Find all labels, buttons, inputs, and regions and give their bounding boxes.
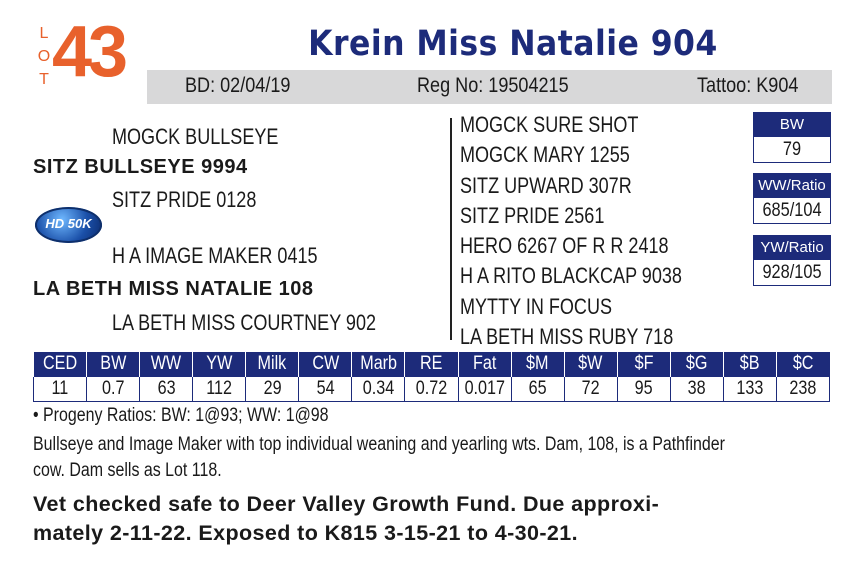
tattoo: Tattoo: K904 — [697, 74, 799, 97]
lot-letter-l: L — [39, 25, 49, 42]
description-line-2: cow. Dam sells as Lot 118. — [33, 460, 222, 481]
epd-header: Milk — [246, 352, 299, 377]
birth-date: BD: 02/04/19 — [185, 74, 291, 97]
sire: SITZ BULLSEYE 9994 — [33, 156, 248, 178]
epd-header: Fat — [458, 352, 511, 377]
hd50k-badge-icon — [35, 207, 102, 243]
yw-ratio-box — [753, 235, 831, 286]
epd-value-row — [34, 377, 830, 402]
ancestor-6: H A RITO BLACKCAP 9038 — [460, 263, 682, 288]
description-line-1: Bullseye and Image Maker with top individual weaning and yearling wts. Dam, 108, is a Pathfinder — [33, 434, 725, 455]
epd-value: 29 — [246, 377, 299, 402]
sire-dam: SITZ PRIDE 0128 — [112, 187, 257, 212]
epd-header: YW — [193, 352, 246, 377]
ancestor-8: LA BETH MISS RUBY 718 — [460, 324, 674, 349]
epd-header: CED — [34, 352, 87, 377]
epd-value: 54 — [299, 377, 352, 402]
epd-value: 0.72 — [405, 377, 458, 402]
epd-header: $C — [776, 352, 829, 377]
breeding-note — [33, 490, 833, 548]
epd-header: $B — [723, 352, 776, 377]
epd-value: 0.34 — [352, 377, 405, 402]
epd-header: CW — [299, 352, 352, 377]
pedigree-divider — [450, 118, 452, 340]
progeny-ratios: • Progeny Ratios: BW: 1@93; WW: 1@98 — [33, 405, 329, 426]
animal-name: Krein Miss Natalie 904 — [308, 24, 718, 64]
lot-label — [37, 22, 51, 91]
yw-ratio-value: 928/105 — [762, 262, 822, 283]
bw-ratio-box — [753, 112, 831, 163]
epd-value: 65 — [511, 377, 564, 402]
ww-ratio-value: 685/104 — [762, 200, 822, 221]
bw-ratio-value: 79 — [782, 139, 802, 160]
epd-header-row — [34, 352, 830, 377]
registration-number: Reg No: 19504215 — [417, 74, 569, 97]
epd-value: 133 — [723, 377, 776, 402]
info-bar — [147, 70, 832, 104]
badge-text: HD 50K — [45, 216, 92, 231]
epd-value: 0.7 — [87, 377, 140, 402]
lot-letter-o: O — [37, 48, 51, 65]
yw-ratio-label: YW/Ratio — [754, 236, 830, 260]
dam-dam: LA BETH MISS COURTNEY 902 — [112, 310, 377, 335]
dam-sire: H A IMAGE MAKER 0415 — [112, 243, 318, 268]
epd-header: $G — [670, 352, 723, 377]
epd-value: 11 — [34, 377, 87, 402]
lot-number: 43 — [52, 12, 125, 92]
ancestor-3: SITZ UPWARD 307R — [460, 173, 632, 198]
bw-ratio-label: BW — [754, 113, 830, 137]
epd-value: 0.017 — [458, 377, 511, 402]
ancestor-5: HERO 6267 OF R R 2418 — [460, 233, 669, 258]
epd-table — [33, 352, 830, 402]
epd-value: 38 — [670, 377, 723, 402]
ww-ratio-label: WW/Ratio — [754, 174, 830, 198]
epd-value: 112 — [193, 377, 246, 402]
ancestor-1: MOGCK SURE SHOT — [460, 112, 639, 137]
epd-value: 95 — [617, 377, 670, 402]
breeding-note-line-2: mately 2-11-22. Exposed to K815 3-15-21 to 4-30-21. — [33, 521, 579, 545]
lot-letter-t: T — [39, 71, 49, 88]
epd-header: $M — [511, 352, 564, 377]
ancestor-7: MYTTY IN FOCUS — [460, 294, 613, 319]
dam: LA BETH MISS NATALIE 108 — [33, 278, 314, 300]
ancestor-4: SITZ PRIDE 2561 — [460, 203, 605, 228]
epd-value: 238 — [776, 377, 829, 402]
sire-sire: MOGCK BULLSEYE — [112, 124, 279, 149]
epd-header: WW — [140, 352, 193, 377]
epd-header: RE — [405, 352, 458, 377]
epd-value: 63 — [140, 377, 193, 402]
breeding-note-line-1: Vet checked safe to Deer Valley Growth Fund. Due approxi- — [33, 492, 660, 516]
epd-header: BW — [87, 352, 140, 377]
epd-header: $W — [564, 352, 617, 377]
ww-ratio-box — [753, 173, 831, 224]
epd-value: 72 — [564, 377, 617, 402]
ancestor-2: MOGCK MARY 1255 — [460, 142, 630, 167]
epd-header: $F — [617, 352, 670, 377]
epd-header: Marb — [352, 352, 405, 377]
